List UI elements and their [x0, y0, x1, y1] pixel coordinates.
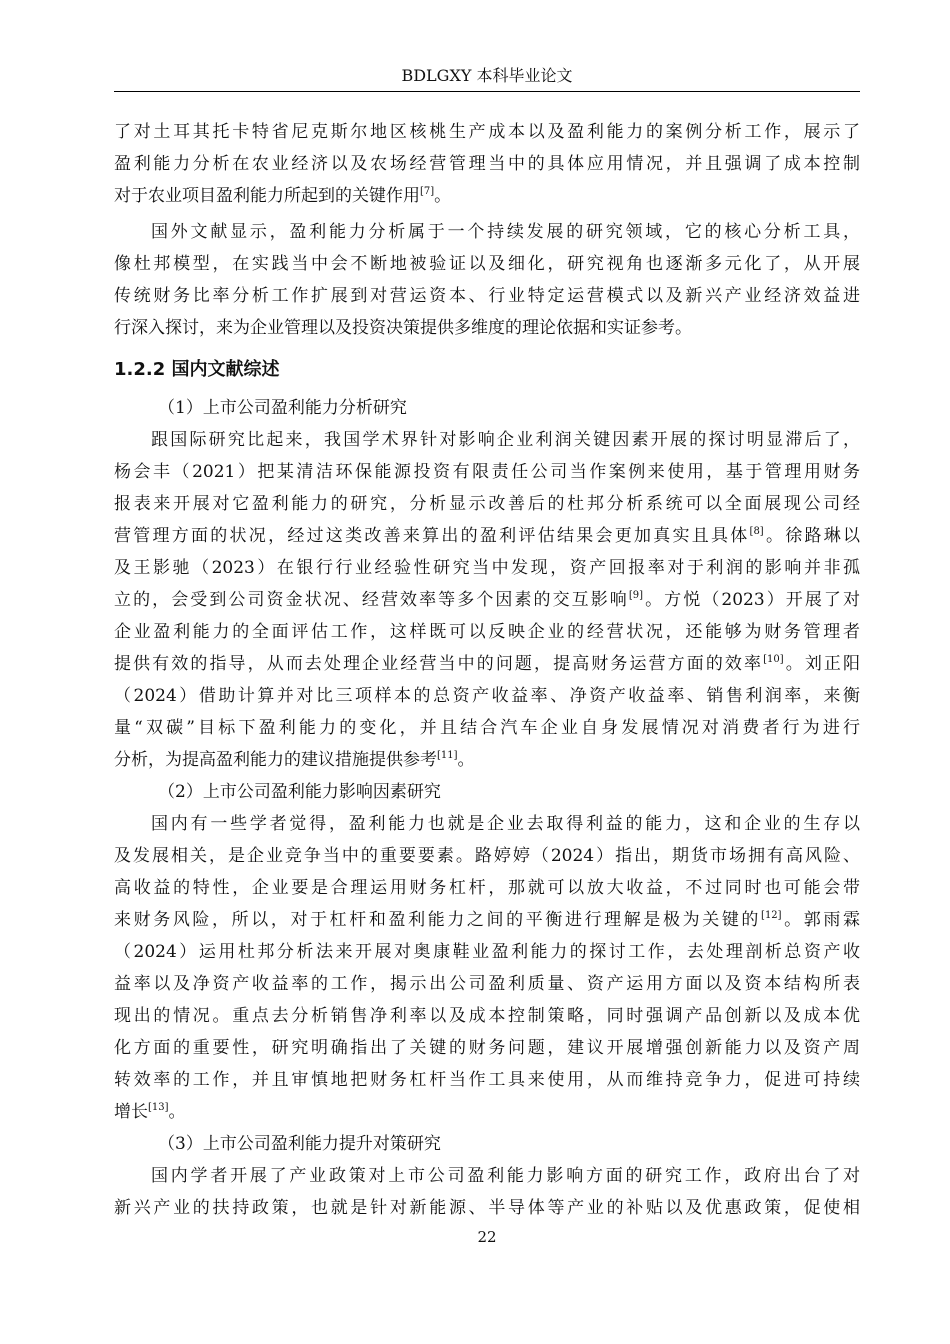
text-line: 提供有效的指导，从而去处理企业经营当中的问题，提高财务运营方面的效率[10]。刘正阳 — [114, 654, 860, 674]
text-line: （2024）运用杜邦分析法来开展对奥康鞋业盈利能力的探讨工作，去处理剖析总资产收 — [114, 942, 860, 962]
text-line: 跟国际研究比起来，我国学术界针对影响企业利润关键因素开展的探讨明显滞后了， — [151, 430, 860, 450]
text-line: 报表来开展对它盈利能力的研究，分析显示改善后的杜邦分析系统可以全面展现公司经 — [114, 494, 860, 514]
citation-ref: [11] — [437, 750, 458, 761]
citation-ref: [10] — [763, 654, 784, 665]
text-line: 及王影驰（2023）在银行行业经验性研究当中发现，资产回报率对于利润的影响并非孤 — [114, 558, 860, 578]
subsection-heading: （2）上市公司盈利能力影响因素研究 — [158, 782, 441, 802]
text-line: 高收益的特性，企业要是合理运用财务杠杆，那就可以放大收益，不过同时也可能会带 — [114, 878, 860, 898]
citation-ref: [8] — [749, 526, 764, 537]
text-line: 立的，会受到公司资金状况、经营效率等多个因素的交互影响[9]。方悦（2023）开展了对 — [114, 590, 860, 610]
text-line: 企业盈利能力的全面评估工作，这样既可以反映企业的经营状况，还能够为财务管理者 — [114, 622, 860, 642]
header-rule — [114, 91, 860, 92]
text-line: 对于农业项目盈利能力所起到的关键作用[7]。 — [114, 186, 452, 206]
page-number: 22 — [477, 1228, 497, 1246]
text-line: 国内学者开展了产业政策对上市公司盈利能力影响方面的研究工作，政府出台了对 — [151, 1166, 860, 1186]
text-line: 及发展相关，是企业竞争当中的重要要素。路婷婷（2024）指出，期货市场拥有高风险、 — [114, 846, 860, 866]
citation-ref: [7] — [420, 186, 435, 197]
subsection-heading: （3）上市公司盈利能力提升对策研究 — [158, 1134, 441, 1154]
citation-ref: [13] — [148, 1102, 169, 1113]
section-heading: 1.2.2 国内文献综述 — [114, 359, 280, 380]
text-line: 了对土耳其托卡特省尼克斯尔地区核桃生产成本以及盈利能力的案例分析工作，展示了 — [114, 122, 860, 142]
text-line: 量“双碳”目标下盈利能力的变化，并且结合汽车企业自身发展情况对消费者行为进行 — [114, 718, 860, 738]
text-line: 国外文献显示，盈利能力分析属于一个持续发展的研究领域，它的核心分析工具， — [151, 222, 860, 242]
text-line: 益率以及净资产收益率的工作，揭示出公司盈利质量、资产运用方面以及资本结构所表 — [114, 974, 860, 994]
citation-ref: [9] — [628, 590, 644, 601]
citation-ref: [12] — [761, 910, 782, 921]
text-line: 像杜邦模型，在实践当中会不断地被验证以及细化，研究视角也逐渐多元化了，从开展 — [114, 254, 860, 274]
text-line: 营管理方面的状况，经过这类改善来算出的盈利评估结果会更加真实且具体[8]。徐路琳以 — [114, 526, 860, 546]
text-line: 现出的情况。重点去分析销售净利率以及成本控制策略，同时强调产品创新以及成本优 — [114, 1006, 860, 1026]
text-line: 行深入探讨，来为企业管理以及投资决策提供多维度的理论依据和实证参考。 — [114, 318, 692, 338]
text-line: 分析，为提高盈利能力的建议措施提供参考[11]。 — [114, 750, 475, 770]
text-line: 新兴产业的扶持政策，也就是针对新能源、半导体等产业的补贴以及优惠政策，促使相 — [114, 1198, 860, 1218]
text-line: 化方面的重要性，研究明确指出了关键的财务问题，建议开展增强创新能力以及资产周 — [114, 1038, 860, 1058]
text-line: 盈利能力分析在农业经济以及农场经营管理当中的具体应用情况，并且强调了成本控制 — [114, 154, 860, 174]
subsection-heading: （1）上市公司盈利能力分析研究 — [158, 398, 407, 418]
text-line: 增长[13]。 — [114, 1102, 186, 1122]
text-line: 国内有一些学者觉得，盈利能力也就是企业去取得利益的能力，这和企业的生存以 — [151, 814, 860, 834]
text-line: （2024）借助计算并对比三项样本的总资产收益率、净资产收益率、销售利润率，来衡 — [114, 686, 860, 706]
page-header: BDLGXY 本科毕业论文 — [401, 66, 573, 85]
text-line: 转效率的工作，并且审慎地把财务杠杆当作工具来使用，从而维持竞争力，促进可持续 — [114, 1070, 860, 1090]
text-line: 来财务风险，所以，对于杠杆和盈利能力之间的平衡进行理解是极为关键的[12]。郭雨霖 — [114, 910, 860, 930]
text-line: 杨会丰（2021）把某清洁环保能源投资有限责任公司当作案例来使用，基于管理用财务 — [114, 462, 860, 482]
body-text — [114, 116, 860, 1224]
text-line: 传统财务比率分析工作扩展到对营运资本、行业特定运营模式以及新兴产业经济效益进 — [114, 286, 860, 306]
